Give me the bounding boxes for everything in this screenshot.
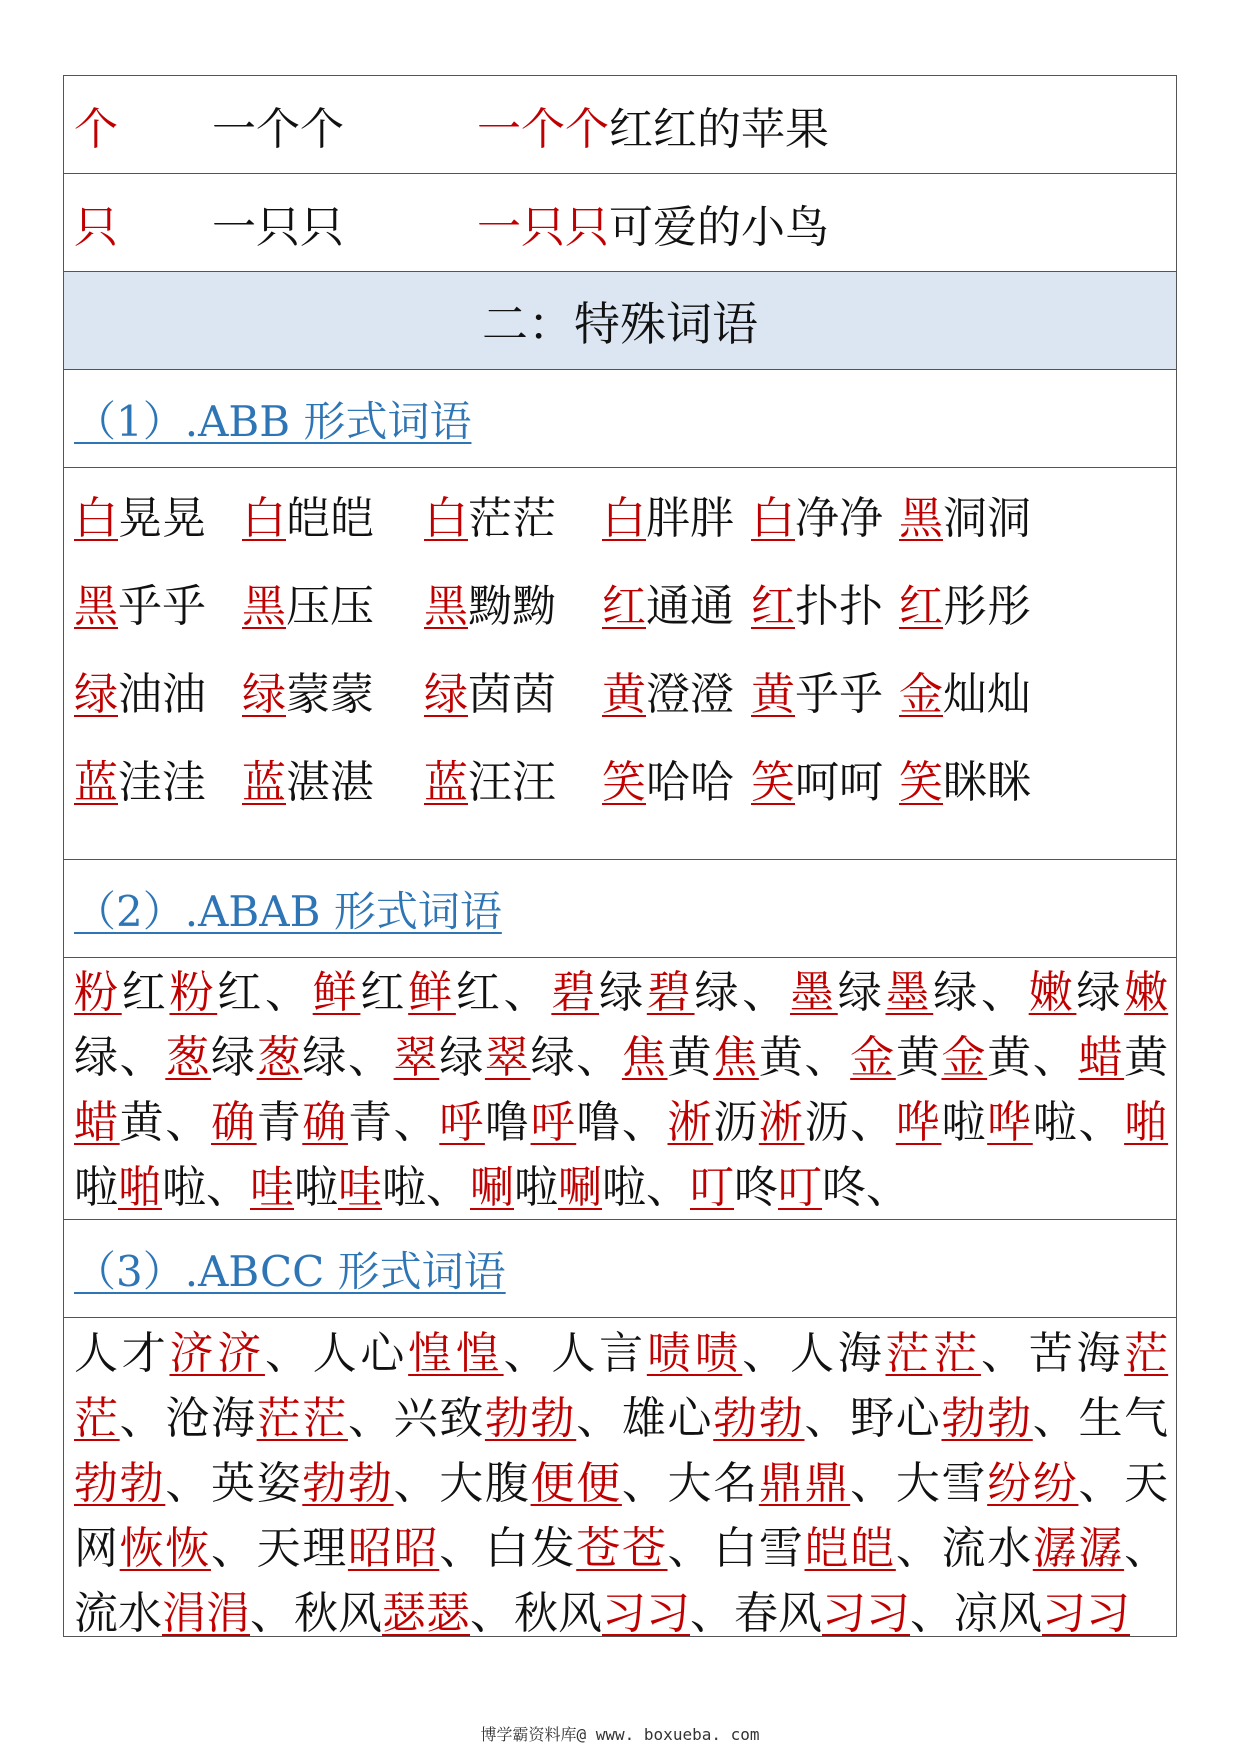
abb-heading-row	[64, 370, 1176, 468]
abab-b: 黄	[667, 1032, 714, 1083]
abcc-heading-row	[64, 1220, 1176, 1318]
abab-word	[790, 967, 981, 1018]
abb-word-bb: 呵呵	[795, 757, 883, 808]
abab-word	[394, 1032, 577, 1083]
abcc-word	[790, 1328, 981, 1379]
abb-word-a: 蓝	[424, 757, 468, 808]
abab-b: 绿	[210, 1032, 257, 1083]
abab-b: 黄	[758, 1032, 805, 1083]
abb-word-grid	[64, 468, 1176, 860]
separator: 、	[250, 1588, 294, 1639]
abb-word	[74, 746, 206, 810]
abb-word-bb: 黝黝	[468, 581, 556, 632]
abcc-ab: 秋风	[514, 1588, 602, 1639]
abb-word	[74, 658, 206, 722]
abb-word	[602, 658, 734, 722]
abab-a: 墨	[885, 967, 934, 1018]
abab-a: 蜡	[1078, 1032, 1125, 1083]
abab-b: 咚	[822, 1162, 866, 1213]
abcc-ab: 雄心	[621, 1393, 714, 1444]
abb-word-bb: 澄澄	[646, 669, 734, 720]
abcc-cc: 济济	[169, 1328, 265, 1379]
abcc-word	[165, 1393, 348, 1444]
separator: 、	[621, 1097, 668, 1148]
separator: 、	[470, 1588, 514, 1639]
separator: 、	[646, 1162, 690, 1213]
abcc-word	[514, 1588, 690, 1639]
abcc-cc: 纷纷	[987, 1458, 1079, 1509]
abab-a: 哗	[895, 1097, 942, 1148]
separator: 、	[1078, 1458, 1125, 1509]
abb-word-bb: 扑扑	[795, 581, 883, 632]
separator: 、	[866, 1162, 910, 1213]
abcc-ab: 苦海	[1028, 1328, 1125, 1379]
abcc-word	[394, 1393, 577, 1444]
abab-a: 金	[850, 1032, 896, 1083]
abab-b: 绿	[1076, 967, 1125, 1018]
abb-word	[899, 482, 1031, 546]
abcc-ab: 大腹	[439, 1458, 531, 1509]
abab-b: 红	[360, 967, 409, 1018]
separator: 、	[850, 1097, 896, 1148]
abab-a: 哇	[338, 1162, 382, 1213]
abab-b: 绿	[933, 967, 981, 1018]
abcc-cc: 鼎鼎	[758, 1458, 851, 1509]
abab-a: 哗	[987, 1097, 1033, 1148]
abcc-word	[313, 1328, 504, 1379]
abcc-cc: 瑟瑟	[382, 1588, 470, 1639]
separator: 、	[690, 1588, 734, 1639]
abab-a: 金	[941, 1032, 988, 1083]
abab-word	[668, 1097, 851, 1148]
separator: 、	[503, 1328, 552, 1379]
abab-b: 啦	[1032, 1097, 1079, 1148]
separator: 、	[1032, 1032, 1079, 1083]
abab-a: 墨	[790, 967, 838, 1018]
abab-a: 翠	[393, 1032, 440, 1083]
abb-word-bb: 汪汪	[468, 757, 556, 808]
abb-word-a: 笑	[899, 757, 943, 808]
abcc-cc: 习习	[1042, 1588, 1130, 1639]
abb-word-bb: 皑皑	[286, 493, 374, 544]
separator: 、	[895, 1523, 942, 1574]
separator: 、	[393, 1097, 440, 1148]
measure-phrase	[477, 191, 829, 255]
separator: 、	[742, 967, 791, 1018]
abab-a: 碧	[551, 967, 600, 1018]
abb-word-bb: 通通	[646, 581, 734, 632]
abab-a: 确	[302, 1097, 348, 1148]
abab-word	[470, 1162, 646, 1213]
separator: 、	[439, 1523, 485, 1574]
abab-b: 红	[121, 967, 170, 1018]
abab-word-list	[64, 958, 1176, 1220]
abb-word-bb: 油油	[118, 669, 206, 720]
abb-word-bb: 彤彤	[943, 581, 1031, 632]
abb-word-a: 笑	[602, 757, 646, 808]
abcc-word-list	[64, 1318, 1176, 1639]
abb-word	[424, 658, 556, 722]
abab-a: 唰	[470, 1162, 514, 1213]
abcc-cc: 习习	[822, 1588, 910, 1639]
separator: 、	[1078, 1097, 1125, 1148]
abab-a: 鲜	[408, 967, 456, 1018]
separator: 、	[165, 1458, 211, 1509]
separator: 、	[742, 1328, 791, 1379]
abab-b: 啦	[294, 1162, 338, 1213]
separator: 、	[804, 1393, 851, 1444]
abab-word	[690, 1162, 866, 1213]
abab-a: 鲜	[312, 967, 361, 1018]
abb-word-a: 白	[242, 493, 286, 544]
separator: 、	[347, 1032, 394, 1083]
abcc-word	[257, 1523, 440, 1574]
phrase-red-part: 一个个	[477, 103, 609, 155]
abab-word	[439, 1097, 622, 1148]
phrase-rest: 红红的苹果	[609, 103, 829, 155]
abab-b: 绿	[302, 1032, 348, 1083]
abb-word-bb: 眯眯	[943, 757, 1031, 808]
abcc-word	[211, 1458, 394, 1509]
abcc-word	[294, 1588, 470, 1639]
abcc-word	[439, 1458, 622, 1509]
abab-a: 叮	[690, 1162, 734, 1213]
measure-repeat: 一只只	[212, 201, 344, 253]
abab-b: 噜	[484, 1097, 531, 1148]
abcc-word	[622, 1393, 805, 1444]
abcc-cc: 勃勃	[302, 1458, 394, 1509]
separator: 、	[576, 1393, 622, 1444]
abab-word	[896, 1097, 1079, 1148]
abcc-cc: 潺潺	[1032, 1523, 1125, 1574]
measure-repeat: 一个个	[212, 103, 344, 155]
abab-b: 咚	[734, 1162, 778, 1213]
footer-watermark: 博学霸资料库@ www. boxueba. com	[480, 1725, 760, 1744]
abab-a: 呼	[439, 1097, 485, 1148]
abcc-ab: 野心	[850, 1393, 942, 1444]
abcc-ab: 流水	[74, 1588, 162, 1639]
vocabulary-table	[63, 75, 1177, 1637]
abab-a: 唰	[558, 1162, 602, 1213]
abcc-ab: 人才	[74, 1328, 170, 1379]
abb-word	[74, 482, 206, 546]
abab-heading: （2）.ABAB 形式词语	[74, 886, 502, 936]
abb-word-bb: 晃晃	[118, 493, 206, 544]
abcc-ab: 春风	[734, 1588, 822, 1639]
separator: 、	[667, 1523, 714, 1574]
abcc-ab: 人言	[551, 1328, 647, 1379]
measure-phrase	[477, 93, 829, 157]
abab-b: 黄	[895, 1032, 942, 1083]
abb-heading: （1）.ABB 形式词语	[74, 396, 472, 446]
abb-word-bb: 乎乎	[118, 581, 206, 632]
abb-word	[74, 570, 206, 634]
abcc-cc: 勃勃	[713, 1393, 805, 1444]
abab-b: 绿	[837, 967, 886, 1018]
separator: 、	[165, 1097, 211, 1148]
abab-heading-row	[64, 860, 1176, 958]
abcc-ab: 秋风	[294, 1588, 382, 1639]
abab-word	[74, 967, 265, 1018]
abab-a: 哇	[250, 1162, 294, 1213]
abcc-ab: 天网	[74, 1458, 1169, 1574]
abab-b: 红	[455, 967, 504, 1018]
abab-b: 青	[347, 1097, 394, 1148]
separator: 、	[804, 1032, 851, 1083]
abab-b: 啦	[74, 1162, 118, 1213]
abcc-word	[954, 1588, 1130, 1639]
abab-a: 蜡	[74, 1097, 120, 1148]
abab-word	[622, 1032, 805, 1083]
abab-b: 绿	[599, 967, 647, 1018]
abcc-ab: 大名	[667, 1458, 759, 1509]
abb-word-a: 蓝	[74, 757, 118, 808]
abab-b: 青	[256, 1097, 303, 1148]
abcc-ab: 英姿	[210, 1458, 303, 1509]
abcc-word	[850, 1393, 1033, 1444]
abcc-ab: 沧海	[165, 1393, 257, 1444]
abcc-cc: 昭昭	[347, 1523, 440, 1574]
abcc-ab: 流水	[941, 1523, 1033, 1574]
separator: 、	[347, 1393, 394, 1444]
abb-word-a: 黑	[899, 493, 943, 544]
abab-b: 绿	[530, 1032, 577, 1083]
abb-word	[751, 570, 883, 634]
abcc-cc: 茫茫	[74, 1328, 1169, 1444]
separator: 、	[503, 967, 552, 1018]
separator: 、	[910, 1588, 954, 1639]
abb-word	[242, 658, 374, 722]
abb-word-bb: 茵茵	[468, 669, 556, 720]
abab-a: 葱	[165, 1032, 211, 1083]
abb-word	[602, 482, 734, 546]
abcc-word	[896, 1458, 1079, 1509]
separator: 、	[621, 1458, 668, 1509]
abab-a: 粉	[74, 967, 122, 1018]
separator: 、	[576, 1032, 622, 1083]
measure-char: 只	[74, 201, 118, 253]
separator: 、	[1124, 1523, 1169, 1574]
abb-word-bb: 压压	[286, 581, 374, 632]
abab-b: 黄	[987, 1032, 1033, 1083]
abab-word	[211, 1097, 394, 1148]
abcc-cc: 茫茫	[885, 1328, 981, 1379]
abb-word-a: 红	[899, 581, 943, 632]
abcc-cc: 苍苍	[576, 1523, 668, 1574]
abb-word	[242, 570, 374, 634]
abab-b: 绿	[694, 967, 743, 1018]
abcc-ab: 大雪	[895, 1458, 988, 1509]
abab-a: 翠	[484, 1032, 531, 1083]
abb-word-a: 白	[602, 493, 646, 544]
abb-word	[602, 746, 734, 810]
abcc-cc: 涓涓	[162, 1588, 250, 1639]
abb-word	[424, 570, 556, 634]
abcc-ab: 天理	[256, 1523, 348, 1574]
abb-word	[751, 658, 883, 722]
abcc-cc: 茫茫	[256, 1393, 348, 1444]
measure-char: 个	[74, 103, 118, 155]
abcc-word	[551, 1328, 742, 1379]
abb-word	[424, 746, 556, 810]
abb-word-bb: 哈哈	[646, 757, 734, 808]
abb-word	[899, 658, 1031, 722]
abab-b: 噜	[576, 1097, 622, 1148]
abab-b: 啦	[602, 1162, 646, 1213]
abcc-cc: 皑皑	[804, 1523, 896, 1574]
abab-b: 啦	[162, 1162, 206, 1213]
abab-b: 黄	[119, 1097, 166, 1148]
abcc-word	[941, 1523, 1124, 1574]
separator: 、	[119, 1032, 166, 1083]
abcc-word	[734, 1588, 910, 1639]
abb-word-bb: 胖胖	[646, 493, 734, 544]
separator: 、	[264, 1328, 313, 1379]
abab-word	[850, 1032, 1033, 1083]
abb-word-a: 红	[751, 581, 795, 632]
abab-b: 啦	[941, 1097, 988, 1148]
abab-b: 绿	[439, 1032, 485, 1083]
abab-a: 淅	[667, 1097, 714, 1148]
abab-a: 葱	[256, 1032, 303, 1083]
abcc-ab: 白雪	[713, 1523, 805, 1574]
abb-word	[242, 746, 374, 810]
abab-a: 淅	[758, 1097, 805, 1148]
separator: 、	[980, 967, 1029, 1018]
abcc-ab: 人心	[312, 1328, 409, 1379]
abb-word-a: 黑	[242, 581, 286, 632]
separator: 、	[210, 1523, 257, 1574]
abb-word-bb: 洞洞	[943, 493, 1031, 544]
abab-a: 嫩	[1124, 967, 1169, 1018]
abab-b: 红	[217, 967, 265, 1018]
abab-a: 焦	[713, 1032, 759, 1083]
abab-a: 嫩	[1028, 967, 1077, 1018]
abb-word-bb: 洼洼	[118, 757, 206, 808]
abb-word-bb: 湛湛	[286, 757, 374, 808]
abcc-word	[485, 1523, 668, 1574]
abb-word	[242, 482, 374, 546]
abab-a: 确	[210, 1097, 257, 1148]
phrase-red-part: 一只只	[477, 201, 609, 253]
abcc-cc: 习习	[602, 1588, 690, 1639]
abab-a: 啪	[1124, 1097, 1169, 1148]
abb-word	[899, 746, 1031, 810]
abcc-ab: 白发	[484, 1523, 577, 1574]
abab-a: 啪	[118, 1162, 162, 1213]
abcc-ab: 兴致	[393, 1393, 485, 1444]
abab-b: 黄	[1124, 1032, 1169, 1083]
abb-word-a: 白	[751, 493, 795, 544]
abcc-word	[74, 1588, 250, 1639]
abb-word-a: 绿	[242, 669, 286, 720]
section-title: 二：特殊词语	[64, 272, 1176, 370]
phrase-rest: 可爱的小鸟	[609, 201, 829, 253]
abab-b: 绿	[74, 1032, 120, 1083]
abab-word	[313, 967, 504, 1018]
abb-word	[602, 570, 734, 634]
abcc-heading: （3）.ABCC 形式词语	[74, 1246, 506, 1296]
abab-b: 沥	[804, 1097, 851, 1148]
abb-word-bb: 灿灿	[943, 669, 1031, 720]
abb-word-a: 黑	[424, 581, 468, 632]
abb-word-a: 笑	[751, 757, 795, 808]
abb-word-a: 金	[899, 669, 943, 720]
abcc-word	[74, 1328, 265, 1379]
abab-word	[250, 1162, 426, 1213]
measure-row-zhi	[64, 174, 1176, 272]
abcc-ab: 人海	[790, 1328, 886, 1379]
abb-word-a: 黑	[74, 581, 118, 632]
abb-word-bb: 乎乎	[795, 669, 883, 720]
abb-word-a: 绿	[424, 669, 468, 720]
abcc-cc: 便便	[530, 1458, 622, 1509]
separator: 、	[980, 1328, 1029, 1379]
abcc-ab: 生气	[1078, 1393, 1169, 1444]
abb-word-a: 白	[74, 493, 118, 544]
abb-word-a: 白	[424, 493, 468, 544]
abab-b: 啦	[382, 1162, 426, 1213]
abb-word-a: 红	[602, 581, 646, 632]
abab-b: 啦	[514, 1162, 558, 1213]
separator: 、	[264, 967, 313, 1018]
abcc-cc: 勃勃	[74, 1458, 166, 1509]
abb-word	[751, 482, 883, 546]
abb-word	[899, 570, 1031, 634]
abcc-word	[713, 1523, 896, 1574]
abcc-cc: 恢恢	[119, 1523, 211, 1574]
abb-word-a: 黄	[751, 669, 795, 720]
abb-word-a: 蓝	[242, 757, 286, 808]
abb-word	[751, 746, 883, 810]
abcc-cc: 啧啧	[646, 1328, 743, 1379]
abab-word	[551, 967, 742, 1018]
abab-a: 粉	[169, 967, 218, 1018]
abb-word-bb: 净净	[795, 493, 883, 544]
abb-word-bb: 茫茫	[468, 493, 556, 544]
abab-a: 呼	[530, 1097, 577, 1148]
abab-a: 碧	[646, 967, 695, 1018]
separator: 、	[1032, 1393, 1079, 1444]
abb-word-a: 绿	[74, 669, 118, 720]
abb-word-a: 黄	[602, 669, 646, 720]
separator: 、	[393, 1458, 440, 1509]
abb-word-bb: 蒙蒙	[286, 669, 374, 720]
abab-word	[165, 1032, 348, 1083]
separator: 、	[119, 1393, 166, 1444]
abcc-cc: 勃勃	[484, 1393, 577, 1444]
abcc-cc: 惶惶	[408, 1328, 504, 1379]
abab-b: 沥	[713, 1097, 759, 1148]
separator: 、	[426, 1162, 470, 1213]
abcc-cc: 勃勃	[941, 1393, 1033, 1444]
separator: 、	[850, 1458, 896, 1509]
abab-a: 叮	[778, 1162, 822, 1213]
abcc-word	[668, 1458, 851, 1509]
abcc-ab: 凉风	[954, 1588, 1042, 1639]
abb-word	[424, 482, 556, 546]
measure-row-ge	[64, 76, 1176, 174]
abab-a: 焦	[621, 1032, 668, 1083]
separator: 、	[206, 1162, 250, 1213]
